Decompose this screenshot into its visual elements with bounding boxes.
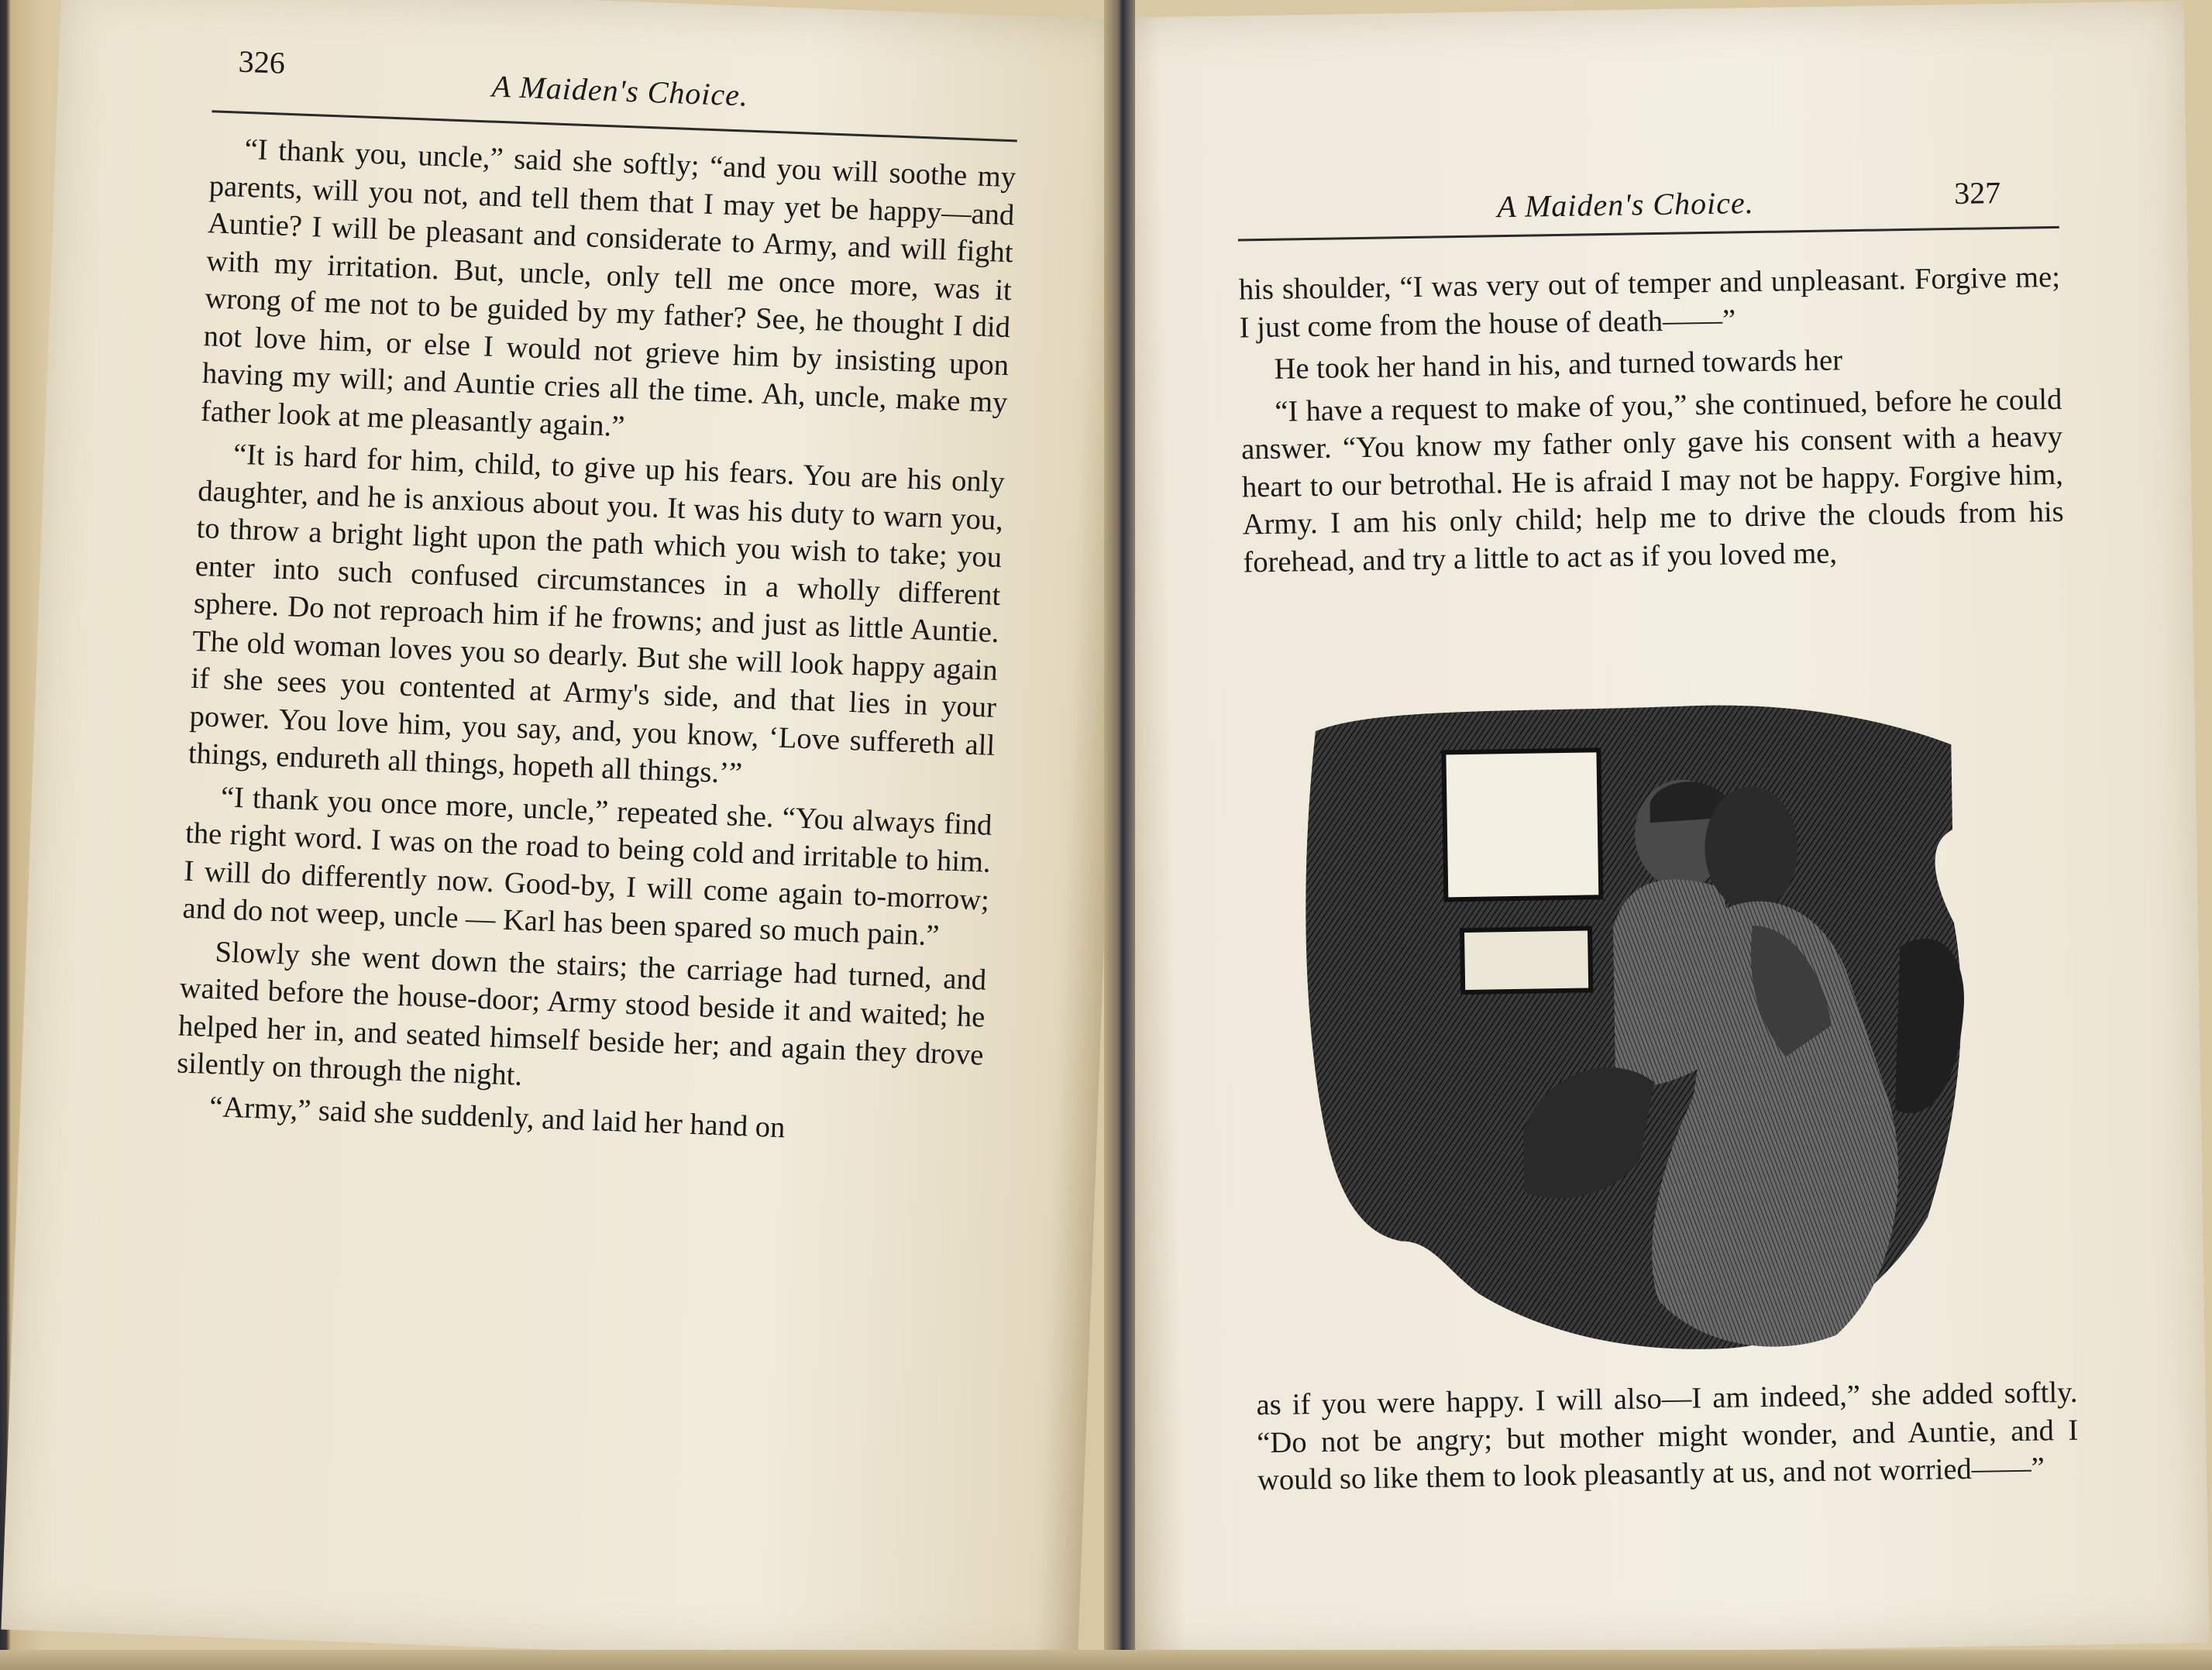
left-body-text	[174, 129, 1016, 1153]
left-paragraph-3: “I thank you once more, uncle,” repeated she. “You always find the right word. I was on the road to being cold and irritable to him. I will do differently now. Good-by, I will come again to-morrow; and do not weep, uncle — Karl has been spared so much pain.”	[181, 780, 993, 953]
right-body-text-top	[1239, 259, 2065, 582]
page-edges-bottom	[0, 1650, 2212, 1670]
right-header-rule	[1238, 226, 2059, 242]
right-paragraph-4: as if you were happy. I will also—I am indeed,” she added softly. “Do not be angry; but mother might wonder, and Auntie, and I would so like them to look pleasantly at us, and not worried——”	[1256, 1376, 2079, 1497]
carriage-illustration	[1284, 690, 1976, 1367]
left-paragraph-1: “I thank you, uncle,” said she softly; “and you will soothe my parents, will you not, and tell them that I may yet be happy—and Auntie? I will be pleasant and considerate to Army, and will fight with my irritation. But, uncle, only tell me once more, was it wrong of me not to be guided by my father? See, he thought I did not love him, or else I would not grieve him by insisting upon having my will; and Auntie cries all the time. Ah, uncle, make my father look at me pleasantly again.”	[200, 132, 1017, 443]
right-page-number: 327	[1953, 175, 2001, 211]
left-paragraph-5: “Army,” said she suddenly, and laid her hand on	[208, 1090, 786, 1144]
right-paragraph-3: “I have a request to make of you,” she continued, before he could answer. “You know my father only gave his consent with a heavy heart to our betrothal. He is afraid I may not be happy. Forgive him, Army. I am his only child; help me to drive the clouds from his forehead, and try a little to act as if you loved me,	[1240, 383, 2064, 579]
left-paragraph-2: “It is hard for him, child, to give up his fears. You are his only daughter, and he is anxious about you. It was his duty to warn you, to throw a bright light upon the path which you wish to take; you enter into such confused circumstances in a wholly different sphere. Do not reproach him if he frowns; and just as little Auntie. The old woman loves you so dearly. But she will look happy again if she sees you contented at Army's side, and that lies in your power. You love him, you say, and, you know, ‘Love suffereth all things, endureth all things, hopeth all things.’”	[187, 438, 1006, 790]
right-running-title: A Maiden's Choice.	[1496, 185, 1754, 225]
left-paragraph-4: Slowly she went down the stairs; the carriage had turned, and waited before the house-door; Army stood beside it and waited; he helped her in, and seated himself beside her; and again they drove silently on through the night.	[176, 935, 987, 1092]
left-page	[1, 0, 1137, 1669]
right-paragraph-2: He took her hand in his, and turned towards her	[1274, 344, 1843, 386]
book-gutter	[1104, 0, 1135, 1670]
carriage-lower-panel	[1462, 928, 1591, 992]
left-running-title: A Maiden's Choice.	[491, 68, 749, 113]
right-page	[1106, 1, 2209, 1660]
carriage-window	[1443, 750, 1601, 899]
right-body-text-bottom	[1256, 1374, 2079, 1500]
right-paragraph-1: his shoulder, “I was very out of temper and unpleasant. Forgive me; I just come from the house of death——”	[1238, 260, 2061, 344]
left-page-number: 326	[238, 43, 286, 81]
